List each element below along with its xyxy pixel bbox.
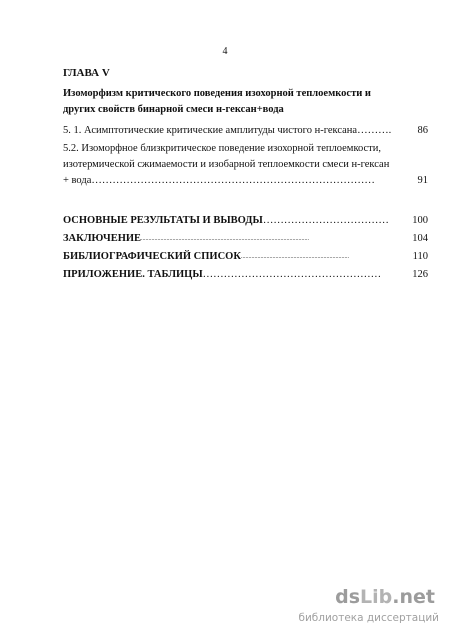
- chapter-title-line-2: других свойств бинарной смеси н-гексан+вода: [63, 104, 284, 115]
- toc-entry-title: ПРИЛОЖЕНИЕ. ТАБЛИЦЫ: [63, 269, 203, 280]
- logo-tagline: библиотека диссертаций: [298, 612, 439, 624]
- toc-dots: ................................................................................................................: [141, 236, 310, 242]
- toc-entry[interactable]: [63, 141, 428, 189]
- toc-dots: ........................................................................: [240, 254, 349, 260]
- toc-page-number: 91: [417, 175, 428, 186]
- toc-entry[interactable]: [63, 123, 428, 139]
- toc-entry-text: + вода………………………………………………………………………: [63, 175, 375, 186]
- sections-block: [63, 213, 428, 283]
- toc-entry-text: изотермической сжимаемости и изобарной теплоемкости смеси н-гексан: [63, 159, 390, 170]
- watermark-logo: [298, 586, 443, 626]
- toc-page-number: 126: [412, 269, 428, 280]
- toc-dots: ………………………………: [262, 215, 389, 226]
- toc-entry[interactable]: [63, 249, 428, 265]
- logo-brand: dsLib.net: [335, 586, 435, 608]
- chapter-label: ГЛАВА V: [63, 67, 110, 79]
- chapter-title-line-1: Изоморфизм критического поведения изохорной теплоемкости и: [63, 88, 371, 99]
- toc-entry-text: 5.2. Изоморфное близкритическое поведение изохорной теплоемкости,: [63, 143, 382, 154]
- toc-entry-title: БИБЛИОГРАФИЧЕСКИЙ СПИСОК: [63, 251, 241, 262]
- page-number: 4: [222, 46, 228, 57]
- toc-entry-text: 5. 1. Асимптотические критические амплитуды чистого н-гексана……….: [63, 125, 392, 136]
- toc-page-number: 86: [417, 125, 428, 136]
- toc-page-number: 110: [412, 251, 428, 262]
- toc-page-number: 104: [412, 233, 428, 244]
- toc-entry[interactable]: [63, 213, 428, 229]
- toc-dots: ……………………………………………: [202, 269, 382, 280]
- toc-entry[interactable]: [63, 267, 428, 283]
- chapter-block: [63, 67, 428, 189]
- toc-entry-title: ЗАКЛЮЧЕНИЕ: [63, 233, 142, 244]
- toc-entry-title: ОСНОВНЫЕ РЕЗУЛЬТАТЫ И ВЫВОДЫ: [63, 215, 263, 226]
- toc-entry[interactable]: [63, 231, 428, 247]
- toc-page-number: 100: [412, 215, 428, 226]
